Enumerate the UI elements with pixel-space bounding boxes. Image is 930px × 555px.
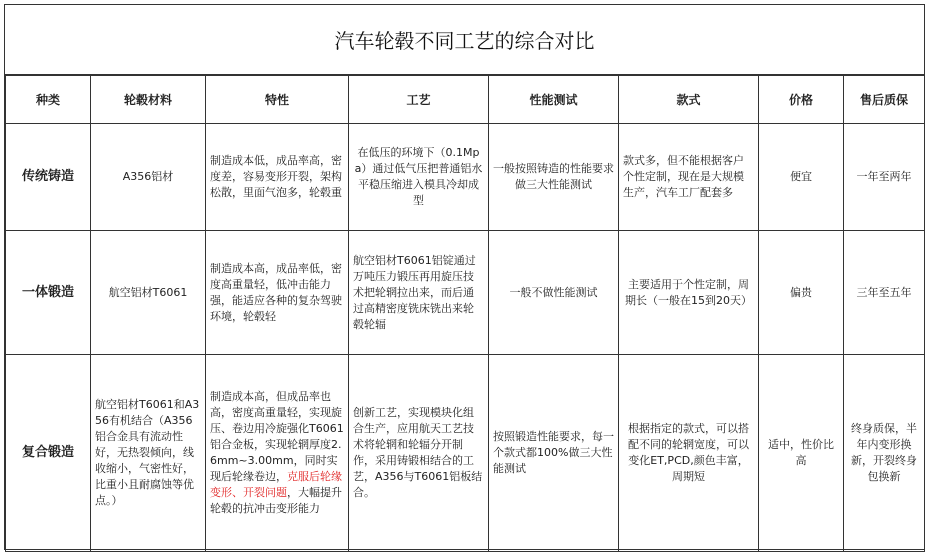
table-row [6, 355, 925, 552]
process-cell: 航空铝材T6061铝锭通过万吨压力锻压再用旋压技术把轮辋拉出来，而后通过高精密度铣床铣出来轮毂轮辐 [349, 231, 489, 355]
table-row [6, 231, 925, 355]
feature-text: 制造成本高，但成品率也高，密度高重量轻，实现旋压、卷边用冷旋强化T6061铝合金板，实现轮辋厚度2.6mm~3.00mm，同时实现后轮缘卷边， [210, 390, 344, 483]
header-cell: 特性 [206, 76, 349, 124]
header-cell: 售后质保 [844, 76, 925, 124]
feature-cell: 制造成本低，成品率高，密度差，容易变形开裂，架构松散，里面气泡多，轮毂重 [206, 124, 349, 231]
header-cell: 轮毂材料 [91, 76, 206, 124]
price-cell: 适中，性价比高 [759, 355, 844, 552]
feature-highlight: 克服后轮缘变形、开裂问题 [210, 470, 342, 499]
category-cell: 传统铸造 [6, 124, 91, 231]
style-cell: 根据指定的款式，可以搭配不同的轮辋宽度，可以变化ET,PCD,颜色丰富，周期短 [619, 355, 759, 552]
test-cell: 一般不做性能测试 [489, 231, 619, 355]
table-row [6, 124, 925, 231]
warranty-cell: 三年至五年 [844, 231, 925, 355]
material-cell: A356铝材 [91, 124, 206, 231]
price-cell: 便宜 [759, 124, 844, 231]
header-cell: 价格 [759, 76, 844, 124]
warranty-cell: 终身质保，半年内变形换新，开裂终身包换新 [844, 355, 925, 552]
header-cell: 种类 [6, 76, 91, 124]
feature-cell: 制造成本高，成品率低，密度高重量轻，低冲击能力强，能适应各种的复杂驾驶环境，轮毂轻 [206, 231, 349, 355]
header-row [6, 76, 925, 124]
comparison-table [5, 75, 925, 552]
test-cell: 一般按照铸造的性能要求做三大性能测试 [489, 124, 619, 231]
header-cell: 性能测试 [489, 76, 619, 124]
category-cell: 一体锻造 [6, 231, 91, 355]
material-cell: 航空铝材T6061 [91, 231, 206, 355]
material-cell: 航空铝材T6061和A356有机结合（A356铝合金具有流动性好，无热裂倾向，线收缩小，气密性好，比重小且耐腐蚀等优点。） [91, 355, 206, 552]
process-cell: 创新工艺，实现模块化组合生产，应用航天工艺技术将轮辋和轮辐分开制作，采用铸锻相结合的工艺，A356与T6061铝板结合。 [349, 355, 489, 552]
header-cell: 工艺 [349, 76, 489, 124]
category-cell: 复合锻造 [6, 355, 91, 552]
warranty-cell: 一年至两年 [844, 124, 925, 231]
feature-text: ，大幅提升轮毂的抗冲击变形能力 [210, 486, 342, 515]
style-cell: 款式多，但不能根据客户个性定制，现在是大规模生产，汽车工厂配套多 [619, 124, 759, 231]
header-cell: 款式 [619, 76, 759, 124]
comparison-sheet [4, 4, 925, 550]
style-cell: 主要适用于个性定制，周期长（一般在15到20天） [619, 231, 759, 355]
feature-cell [206, 355, 349, 552]
page-title: 汽车轮毂不同工艺的综合对比 [5, 5, 924, 75]
process-cell: 在低压的环境下（0.1Mpa）通过低气压把普通铝水平稳压缩进入模具冷却成型 [349, 124, 489, 231]
price-cell: 偏贵 [759, 231, 844, 355]
test-cell: 按照锻造性能要求，每一个款式都100%做三大性能测试 [489, 355, 619, 552]
